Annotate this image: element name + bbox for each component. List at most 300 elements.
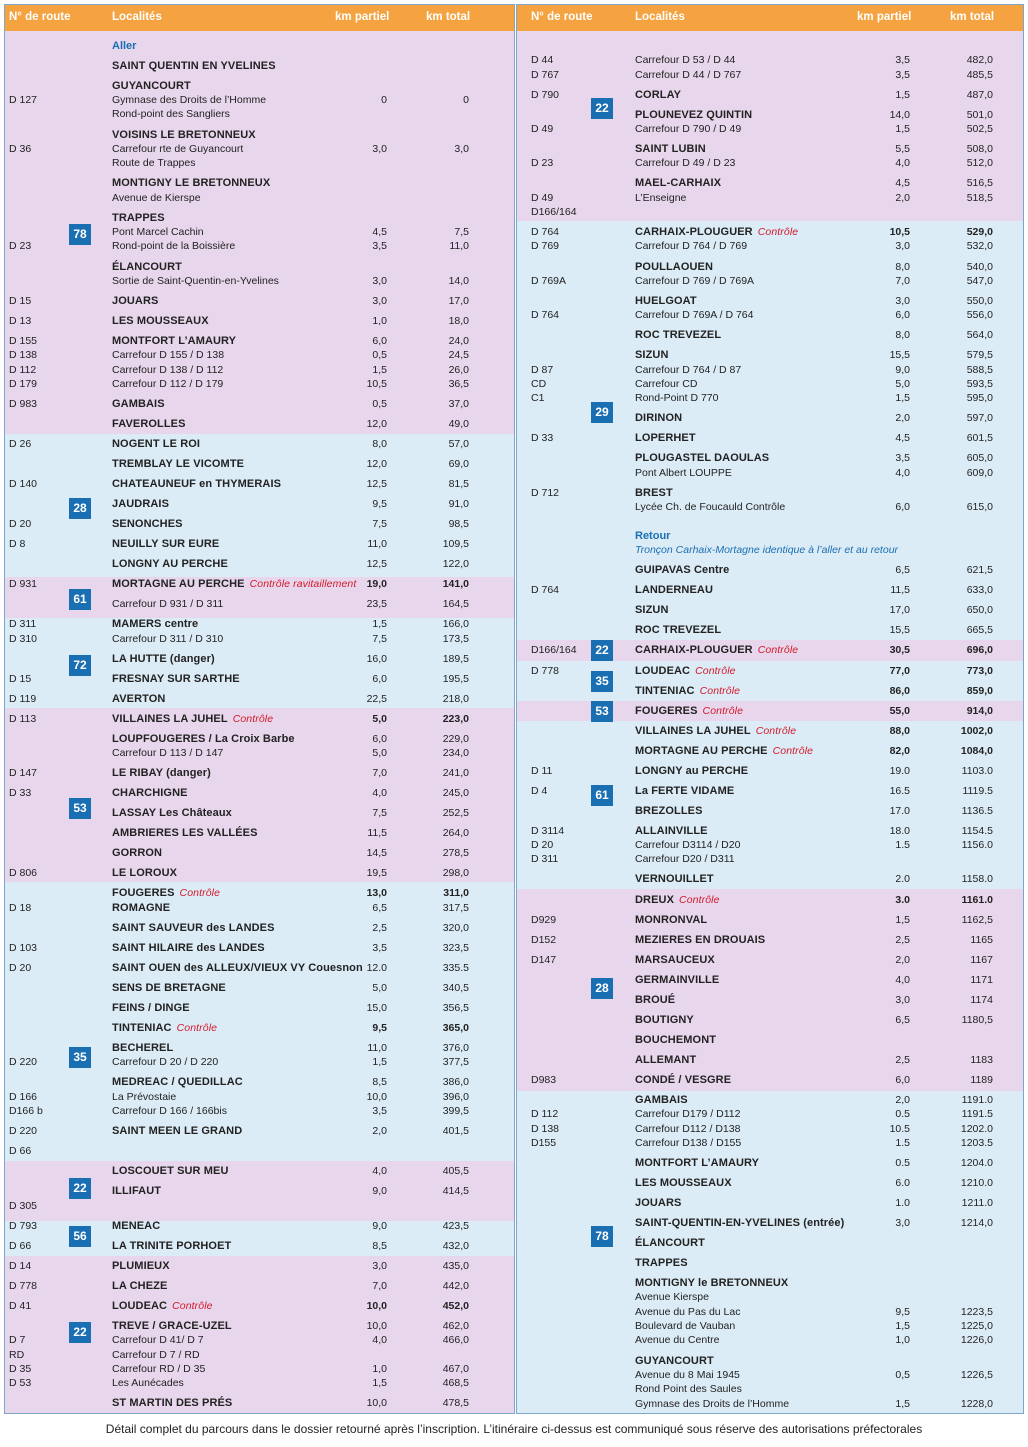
locality-name: MONTFORT L’AMAURY xyxy=(112,335,237,347)
km-total: 1203.5 xyxy=(960,1137,993,1149)
km-partial: 6,0 xyxy=(895,309,910,321)
route-row xyxy=(5,632,514,646)
route-row xyxy=(517,363,1023,377)
locality xyxy=(635,872,714,886)
header-road: N° de route xyxy=(9,11,71,23)
control-label: Contrôle xyxy=(755,725,797,737)
locality xyxy=(635,486,673,500)
locality-name: CHARCHIGNE xyxy=(112,787,188,799)
km-total: 1103.0 xyxy=(961,765,993,777)
locality xyxy=(635,328,721,342)
km-partial: 3,5 xyxy=(372,240,387,252)
locality-name: GERMAINVILLE xyxy=(635,974,720,986)
km-partial: 6,5 xyxy=(372,902,387,914)
locality-name: Carrefour rte de Guyancourt xyxy=(112,143,244,155)
header-places: Localités xyxy=(112,11,162,23)
route-row xyxy=(517,724,1023,738)
locality xyxy=(112,457,244,471)
locality xyxy=(112,1164,229,1178)
locality xyxy=(112,886,220,900)
km-total: 18,0 xyxy=(448,315,469,327)
locality xyxy=(635,176,721,190)
department-badge: 28 xyxy=(69,498,91,519)
route-row xyxy=(517,122,1023,136)
locality-name: CONDÉ / VESGRE xyxy=(635,1074,732,1086)
route-row xyxy=(517,53,1023,67)
km-total: 173,5 xyxy=(442,633,469,645)
km-total: 773,0 xyxy=(966,665,993,677)
route-row xyxy=(517,191,1023,205)
km-total: 26,0 xyxy=(448,364,469,376)
locality xyxy=(635,122,741,136)
km-partial: 10,0 xyxy=(366,1091,387,1103)
km-total: 98,5 xyxy=(448,518,469,530)
locality xyxy=(635,156,735,170)
km-partial: 1.0 xyxy=(895,1197,910,1209)
locality-name: VERNOUILLET xyxy=(635,873,714,885)
km-total: 122,0 xyxy=(442,558,469,570)
locality-name: Carrefour D 931 / D 311 xyxy=(112,598,224,610)
route-row xyxy=(517,1216,1023,1230)
road-number: D 220 xyxy=(9,1056,38,1068)
road-number: D 66 xyxy=(9,1145,32,1157)
route-row xyxy=(5,1376,514,1390)
locality-name: AVERTON xyxy=(112,693,166,705)
km-total: 377,5 xyxy=(442,1056,469,1068)
route-row xyxy=(517,205,1023,219)
route-row xyxy=(517,486,1023,500)
road-number: D 7 xyxy=(9,1334,26,1346)
road-number: D 20 xyxy=(9,962,32,974)
km-total: 24,0 xyxy=(448,335,469,347)
control-label: Contrôle xyxy=(176,1022,218,1034)
locality xyxy=(112,1319,232,1333)
locality xyxy=(635,973,719,987)
route-row xyxy=(5,766,514,780)
km-total: 467,0 xyxy=(442,1363,469,1375)
locality xyxy=(635,191,686,205)
locality xyxy=(635,993,675,1007)
route-row xyxy=(517,239,1023,253)
locality xyxy=(635,1290,709,1304)
km-total: 529,0 xyxy=(966,226,993,238)
road-number: D 712 xyxy=(531,487,560,499)
route-row xyxy=(517,852,1023,866)
locality xyxy=(635,348,669,362)
km-partial: 9,5 xyxy=(895,1306,910,1318)
km-total: 37,0 xyxy=(448,398,469,410)
route-row xyxy=(517,664,1023,678)
route-row xyxy=(5,746,514,760)
locality-name: LOSCOUET SUR MEU xyxy=(112,1165,229,1177)
route-row xyxy=(5,156,514,170)
locality-name: Carrefour D3114 / D20 xyxy=(635,839,741,851)
locality-name: MONTFORT L’AMAURY xyxy=(635,1157,760,1169)
locality xyxy=(112,846,162,860)
km-partial: 9,0 xyxy=(372,1220,387,1232)
route-row xyxy=(5,866,514,880)
km-partial: 8,5 xyxy=(372,1240,387,1252)
road-number: D 49 xyxy=(531,192,554,204)
control-label: Contrôle xyxy=(757,226,799,238)
road-number: D 179 xyxy=(9,378,38,390)
road-number: D147 xyxy=(531,954,557,966)
locality xyxy=(635,1107,740,1121)
km-total: 423,5 xyxy=(442,1220,469,1232)
route-column-left xyxy=(4,4,515,1414)
locality xyxy=(112,128,256,142)
km-partial: 18.0 xyxy=(889,825,910,837)
route-row xyxy=(517,1236,1023,1250)
km-partial: 2,0 xyxy=(895,1094,910,1106)
km-partial: 6,0 xyxy=(372,335,387,347)
route-row xyxy=(517,933,1023,947)
route-row xyxy=(517,529,1023,543)
km-partial: 1,0 xyxy=(372,315,387,327)
route-row xyxy=(517,142,1023,156)
road-number: D166/164 xyxy=(531,206,577,218)
km-partial: 1,5 xyxy=(895,123,910,135)
locality-name: MENEAC xyxy=(112,1220,161,1232)
km-total: 229,0 xyxy=(442,733,469,745)
locality-name: Pont Marcel Cachin xyxy=(112,226,204,238)
route-row xyxy=(517,500,1023,514)
department-badge: 29 xyxy=(591,402,613,423)
km-total: 609,0 xyxy=(966,467,993,479)
km-partial: 16,0 xyxy=(366,653,387,665)
km-total: 414,5 xyxy=(442,1185,469,1197)
route-row xyxy=(5,176,514,190)
route-row xyxy=(5,921,514,935)
km-total: 396,0 xyxy=(442,1091,469,1103)
locality-name: DREUX xyxy=(635,894,675,906)
km-total: 1204.0 xyxy=(960,1157,993,1169)
locality xyxy=(112,537,219,551)
km-partial: 0,5 xyxy=(372,349,387,361)
locality-name: SAINT SAUVEUR des LANDES xyxy=(112,922,275,934)
control-label: Contrôle xyxy=(679,894,720,906)
control-label: Contrôle xyxy=(772,745,814,757)
km-partial: 19,0 xyxy=(366,578,387,590)
km-total: 195,5 xyxy=(442,673,469,685)
locality-name: Carrefour D 41/ D 7 xyxy=(112,1334,204,1346)
km-total: 69,0 xyxy=(448,458,469,470)
km-total: 1202.0 xyxy=(960,1123,993,1135)
locality-name: CARHAIX-PLOUGUER xyxy=(635,644,753,656)
locality xyxy=(635,1073,731,1087)
route-row xyxy=(5,1104,514,1118)
route-row xyxy=(517,466,1023,480)
route-row xyxy=(5,692,514,706)
km-partial: 6,0 xyxy=(895,1074,910,1086)
locality-name: Avenue du Pas du Lac xyxy=(635,1306,741,1318)
km-partial: 6,0 xyxy=(372,733,387,745)
route-row xyxy=(5,363,514,377)
locality-name: MORTAGNE AU PERCHE xyxy=(112,578,245,590)
locality xyxy=(635,1382,742,1396)
km-partial: 0,5 xyxy=(372,398,387,410)
locality-name: TRAPPES xyxy=(635,1257,688,1269)
km-partial: 7,0 xyxy=(895,275,910,287)
locality xyxy=(112,1041,173,1055)
department-badge: 22 xyxy=(591,98,613,119)
route-row xyxy=(5,961,514,975)
route-row xyxy=(5,1299,514,1313)
km-total: 264,0 xyxy=(442,827,469,839)
route-row xyxy=(517,913,1023,927)
route-row xyxy=(5,397,514,411)
locality xyxy=(635,431,696,445)
locality xyxy=(112,107,230,121)
locality xyxy=(635,363,741,377)
road-number: D 11 xyxy=(531,765,553,777)
km-partial: 1.5 xyxy=(895,1137,910,1149)
road-number: D 764 xyxy=(531,226,560,238)
km-total: 452,0 xyxy=(442,1300,469,1312)
locality-name: SENONCHES xyxy=(112,518,183,530)
locality-name: TINTENIAC xyxy=(112,1022,172,1034)
km-partial: 2,0 xyxy=(372,1125,387,1137)
locality xyxy=(112,477,281,491)
locality xyxy=(635,744,813,758)
locality xyxy=(635,500,785,514)
locality xyxy=(635,225,798,239)
locality-name: Tronçon Carhaix-Mortagne identique à l’aller et au retour xyxy=(635,544,899,556)
km-partial: 22,5 xyxy=(366,693,387,705)
locality-name: Carrefour D179 / D112 xyxy=(635,1108,741,1120)
locality xyxy=(635,724,796,738)
locality-name: SAINT LUBIN xyxy=(635,143,706,155)
km-partial: 11,5 xyxy=(890,584,910,596)
route-row xyxy=(517,294,1023,308)
km-total: 1183 xyxy=(970,1054,993,1066)
locality xyxy=(112,746,223,760)
km-partial: 6,0 xyxy=(895,501,910,513)
km-partial: 88,0 xyxy=(889,725,910,737)
road-number: D 23 xyxy=(9,240,32,252)
route-row xyxy=(517,583,1023,597)
road-number: CD xyxy=(531,378,547,390)
km-partial: 4,0 xyxy=(372,1334,387,1346)
route-row xyxy=(5,225,514,239)
department-badge: 35 xyxy=(591,671,613,692)
route-row xyxy=(5,1055,514,1069)
km-partial: 23,5 xyxy=(366,598,387,610)
km-total: 435,0 xyxy=(442,1260,469,1272)
locality xyxy=(635,308,753,322)
road-number: D 103 xyxy=(9,942,38,954)
road-number: D 767 xyxy=(531,69,560,81)
locality-name: VOISINS LE BRETONNEUX xyxy=(112,129,256,141)
road-number: D 20 xyxy=(531,839,554,851)
km-partial: 11,0 xyxy=(367,1042,387,1054)
locality-name: DIRINON xyxy=(635,412,683,424)
locality xyxy=(635,1053,696,1067)
locality-name: BECHEREL xyxy=(112,1042,174,1054)
km-total: 1174 xyxy=(970,994,993,1006)
km-partial: 3,0 xyxy=(372,143,387,155)
locality xyxy=(635,260,713,274)
route-row xyxy=(517,1305,1023,1319)
section-note xyxy=(635,543,898,557)
km-partial: 4,0 xyxy=(895,467,910,479)
locality xyxy=(635,1276,788,1290)
locality xyxy=(112,981,226,995)
route-row xyxy=(517,411,1023,425)
km-total: 601,5 xyxy=(966,432,993,444)
road-number: D 14 xyxy=(9,1260,32,1272)
locality-name: FOUGERES xyxy=(112,887,175,899)
locality xyxy=(635,704,743,718)
road-number: D 112 xyxy=(531,1108,559,1120)
km-partial: 3,0 xyxy=(372,1260,387,1272)
km-total: 462,0 xyxy=(442,1320,469,1332)
km-total: 1226,0 xyxy=(960,1334,993,1346)
road-number: D 49 xyxy=(531,123,554,135)
locality-name: JOUARS xyxy=(112,295,159,307)
locality xyxy=(112,274,279,288)
locality-name: MONTIGNY le BRETONNEUX xyxy=(635,1277,789,1289)
road-number: D 15 xyxy=(9,673,32,685)
km-partial: 77,0 xyxy=(889,665,910,677)
locality-name: BREST xyxy=(635,487,673,499)
km-total: 442,0 xyxy=(442,1280,469,1292)
locality-name: MONTIGNY LE BRETONNEUX xyxy=(112,177,271,189)
route-row xyxy=(5,211,514,225)
route-row xyxy=(517,973,1023,987)
km-partial: 12.0 xyxy=(366,962,387,974)
locality xyxy=(635,1236,705,1250)
locality xyxy=(635,142,706,156)
route-row xyxy=(5,617,514,631)
route-row xyxy=(517,1107,1023,1121)
route-row xyxy=(5,1219,514,1233)
route-row xyxy=(5,1259,514,1273)
road-number: D 66 xyxy=(9,1240,32,1252)
locality xyxy=(635,68,741,82)
locality xyxy=(635,88,681,102)
road-number: D166 b xyxy=(9,1105,43,1117)
route-row xyxy=(517,391,1023,405)
locality-name: GUIPAVAS Centre xyxy=(635,564,730,576)
km-partial: 4,0 xyxy=(372,787,387,799)
km-total: 1225,0 xyxy=(960,1320,993,1332)
km-partial: 3,0 xyxy=(372,295,387,307)
km-total: 223,0 xyxy=(442,713,469,725)
km-total: 547,0 xyxy=(966,275,993,287)
km-partial: 8,0 xyxy=(895,261,910,273)
km-total: 1211.0 xyxy=(961,1197,993,1209)
locality xyxy=(112,1348,200,1362)
locality-name: Carrefour D 764 / D 87 xyxy=(635,364,742,376)
road-number: D 764 xyxy=(531,309,560,321)
km-partial: 1,0 xyxy=(895,1334,910,1346)
route-row xyxy=(5,901,514,915)
locality-name: Rond-point des Sangliers xyxy=(112,108,230,120)
km-partial: 3,5 xyxy=(372,1105,387,1117)
route-row xyxy=(5,191,514,205)
locality xyxy=(112,211,165,225)
locality-name: ILLIFAUT xyxy=(112,1185,162,1197)
locality xyxy=(635,1093,688,1107)
km-total: 540,0 xyxy=(966,261,993,273)
route-row xyxy=(5,1199,514,1213)
road-number: D 33 xyxy=(531,432,554,444)
route-row xyxy=(5,314,514,328)
locality-name: TREMBLAY LE VICOMTE xyxy=(112,458,245,470)
locality-name: TRAPPES xyxy=(112,212,165,224)
km-total: 1180,5 xyxy=(961,1014,993,1026)
locality-name: MORTAGNE AU PERCHE xyxy=(635,745,768,757)
locality xyxy=(635,1368,740,1382)
km-total: 914,0 xyxy=(966,705,993,717)
km-total: 376,0 xyxy=(442,1042,469,1054)
route-row xyxy=(5,886,514,900)
route-row xyxy=(5,941,514,955)
locality-name: MAMERS centre xyxy=(112,618,199,630)
locality xyxy=(635,913,707,927)
km-partial: 17,0 xyxy=(889,604,910,616)
locality-name: La FERTE VIDAME xyxy=(635,785,735,797)
km-total: 1191.5 xyxy=(961,1108,993,1120)
locality xyxy=(112,1376,184,1390)
route-row xyxy=(5,517,514,531)
km-partial: 9,0 xyxy=(372,1185,387,1197)
route-row xyxy=(5,537,514,551)
km-total: 1210.0 xyxy=(960,1177,993,1189)
km-total: 1084,0 xyxy=(960,745,993,757)
km-partial: 5,0 xyxy=(895,378,910,390)
km-partial: 5,0 xyxy=(372,747,387,759)
locality-name: Rond-Point D 770 xyxy=(635,392,719,404)
km-total: 3,0 xyxy=(454,143,469,155)
locality-name: ROC TREVEZEL xyxy=(635,329,722,341)
road-number: D 305 xyxy=(9,1200,38,1212)
department-badge: 61 xyxy=(591,785,613,806)
locality-name: LONGNY AU PERCHE xyxy=(112,558,228,570)
locality xyxy=(112,766,211,780)
locality-name: Carrefour D 166 / 166bis xyxy=(112,1105,227,1117)
route-row xyxy=(517,1196,1023,1210)
locality-name: Gymnase des Droits de l’Homme xyxy=(112,94,267,106)
route-row xyxy=(517,1053,1023,1067)
route-row xyxy=(517,1354,1023,1368)
route-row xyxy=(517,1176,1023,1190)
locality-name: Carrefour D112 / D138 xyxy=(635,1123,741,1135)
km-total: 0 xyxy=(463,94,469,106)
km-total: 588,5 xyxy=(966,364,993,376)
road-number: D 20 xyxy=(9,518,32,530)
locality-name: Carrefour D 790 / D 49 xyxy=(635,123,742,135)
locality-name: FEINS / DINGE xyxy=(112,1002,190,1014)
locality-name: FRESNAY SUR SARTHE xyxy=(112,673,240,685)
locality-name: GAMBAIS xyxy=(635,1094,688,1106)
locality xyxy=(112,417,186,431)
route-row xyxy=(517,744,1023,758)
locality-name: SAINT QUENTIN EN YVELINES xyxy=(112,60,276,72)
km-total: 605,0 xyxy=(966,452,993,464)
locality xyxy=(635,1216,844,1230)
route-row xyxy=(517,68,1023,82)
route-row xyxy=(517,953,1023,967)
locality-name: Carrefour D 20 / D 220 xyxy=(112,1056,219,1068)
km-total: 516,5 xyxy=(966,177,993,189)
header-road: N° de route xyxy=(531,11,593,23)
locality-name: PLOUGASTEL DAOULAS xyxy=(635,452,770,464)
locality-name: BOUCHEMONT xyxy=(635,1034,717,1046)
route-row xyxy=(517,1397,1023,1411)
km-total: 252,5 xyxy=(442,807,469,819)
